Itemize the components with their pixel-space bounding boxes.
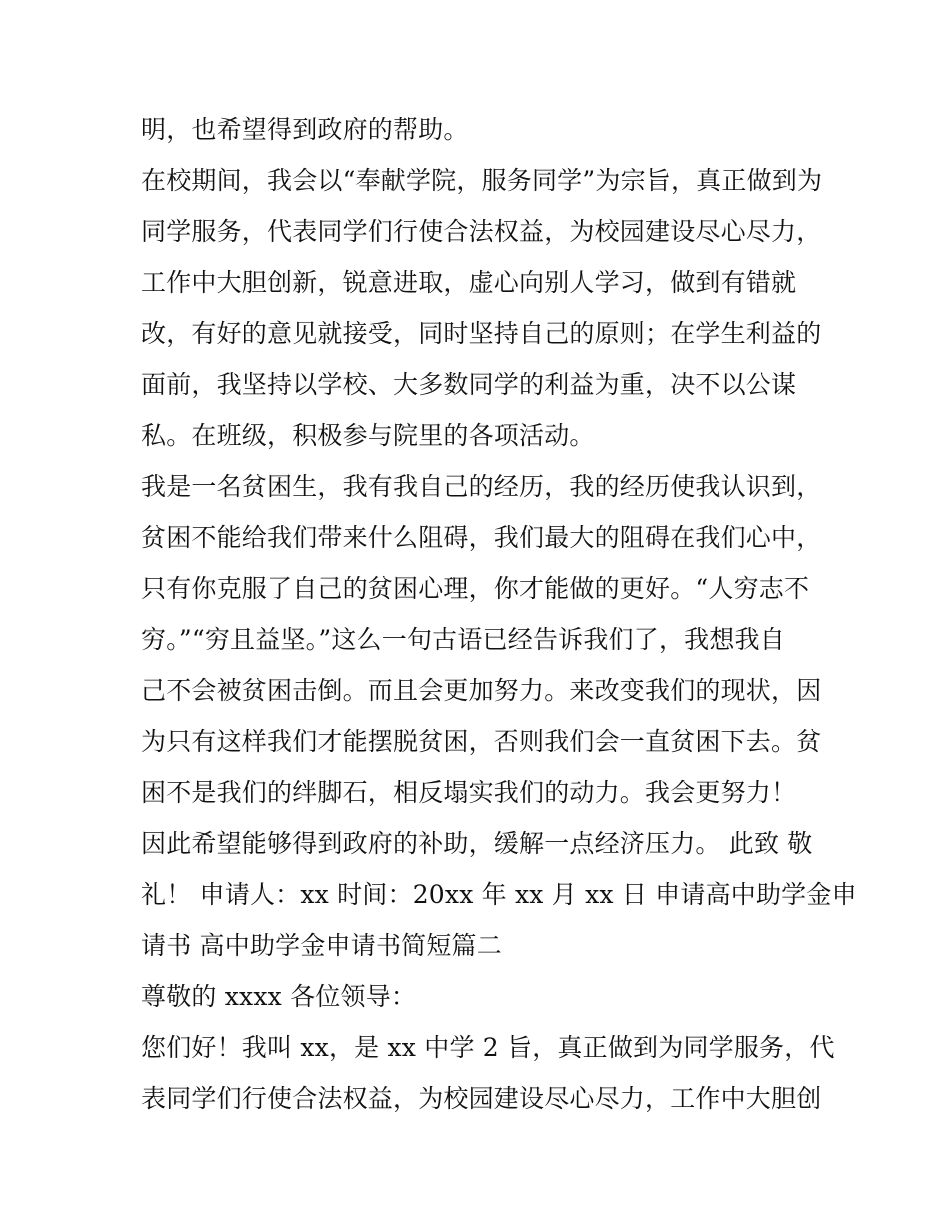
text-line-12: 己不会被贫困击倒。而且会更加努力。来改变我们的现状，因 (141, 676, 822, 705)
text-line-3: 同学服务，代表同学们行使合法权益，为校园建设尽心尽力， (141, 217, 822, 246)
text-line-13: 为只有这样我们才能摆脱贫困，否则我们会一直贫困下去。贫 (141, 727, 822, 756)
text-line-10: 只有你克服了自己的贫困心理，你才能做的更好。“人穷志不 (141, 574, 810, 603)
text-line-17: 请书 高中助学金申请书简短篇二 (141, 931, 502, 960)
text-line-8: 我是一名贫困生，我有我自己的经历，我的经历使我认识到， (141, 472, 822, 501)
text-line-20: 表同学们行使合法权益，为校园建设尽心尽力，工作中大胆创 (141, 1084, 822, 1113)
text-line-2: 在校期间，我会以“奉献学院，服务同学”为宗旨，真正做到为 (141, 166, 823, 195)
text-line-16: 礼！ 申请人：xx 时间：20xx 年 xx 月 xx 日 申请高中助学金申 (141, 880, 857, 909)
text-line-7: 私。在班级，积极参与院里的各项活动。 (141, 421, 595, 450)
text-line-18: 尊敬的 xxxx 各位领导： (141, 982, 417, 1011)
text-line-14: 困不是我们的绊脚石，相反塌实我们的动力。我会更努力！ (141, 778, 797, 807)
text-line-11: 穷。”“穷且益坚。”这么一句古语已经告诉我们了，我想我自 (141, 625, 785, 654)
document-text-body (141, 104, 857, 1124)
text-line-9: 贫困不能给我们带来什么阻碍，我们最大的阻碍在我们心中， (141, 523, 822, 552)
text-line-19: 您们好！我叫 xx，是 xx 中学 2 旨，真正做到为同学服务，代 (141, 1033, 835, 1062)
text-line-5: 改，有好的意见就接受，同时坚持自己的原则；在学生利益的 (141, 319, 822, 348)
text-line-4: 工作中大胆创新，锐意进取，虚心向别人学习，做到有错就 (141, 268, 797, 297)
text-line-6: 面前，我坚持以学校、大多数同学的利益为重，决不以公谋 (141, 370, 797, 399)
text-line-1: 明，也希望得到政府的帮助。 (141, 115, 469, 144)
text-line-15: 因此希望能够得到政府的补助，缓解一点经济压力。 此致 敬 (141, 829, 813, 858)
